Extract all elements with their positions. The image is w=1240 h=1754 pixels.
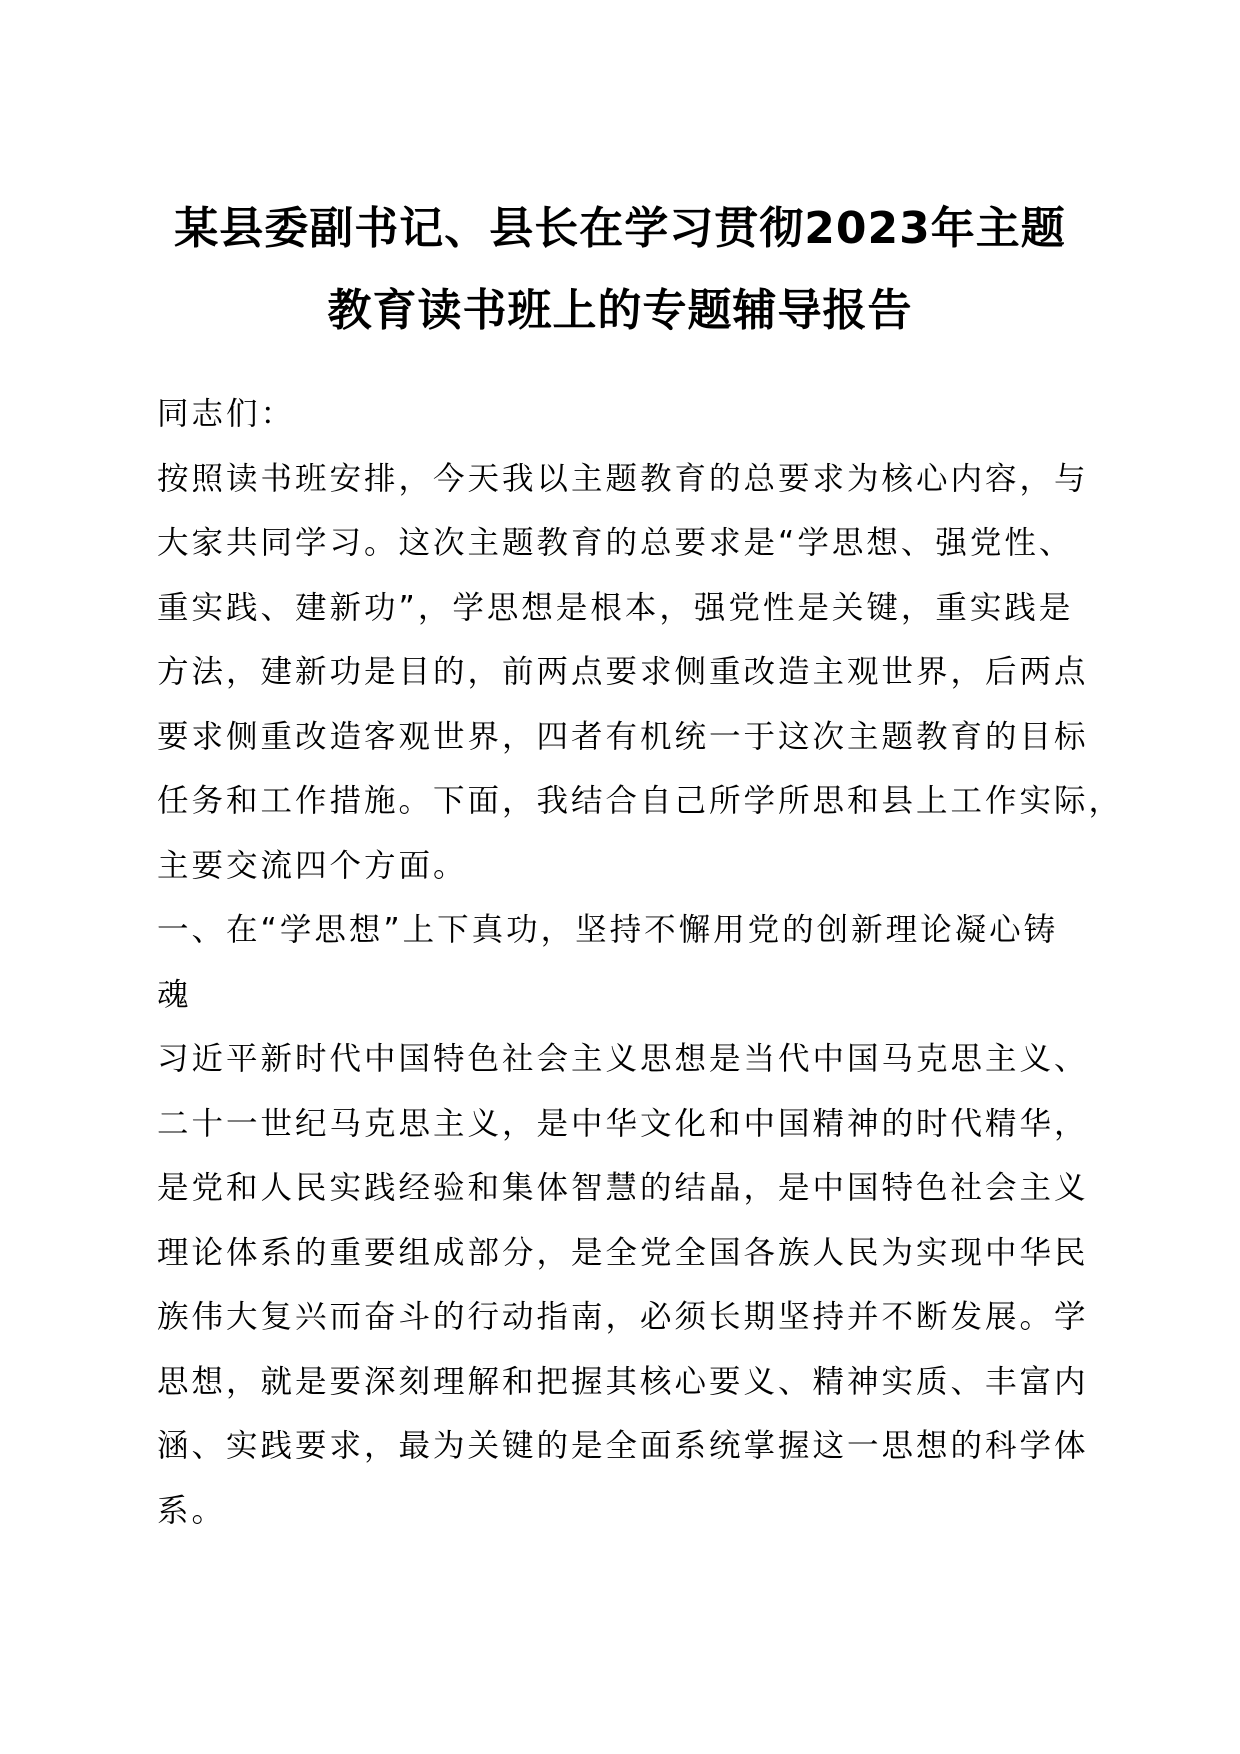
body-line: 是党和人民实践经验和集体智慧的结晶，是中国特色社会主义 <box>157 1170 1089 1206</box>
body-line: 涵、实践要求，最为关键的是全面系统掌握这一思想的科学体 <box>157 1428 1089 1464</box>
document-title <box>120 188 1120 352</box>
title-line-1: 某县委副书记、县长在学习贯彻2023年主题 <box>174 203 1066 254</box>
body-line: 族伟大复兴而奋斗的行动指南，必须长期坚持并不断发展。学 <box>157 1299 1089 1335</box>
body-line: 大家共同学习。这次主题教育的总要求是“学思想、强党性、 <box>157 525 1074 561</box>
body-line: 习近平新时代中国特色社会主义思想是当代中国马克思主义、 <box>157 1041 1089 1077</box>
body-line: 主要交流四个方面。 <box>157 847 468 884</box>
salutation: 同志们： <box>157 396 296 432</box>
body-line: 方法，建新功是目的，前两点要求侧重改造主观世界，后两点 <box>157 654 1089 690</box>
document-body <box>157 382 1124 1543</box>
body-line: 重实践、建新功”，学思想是根本，强党性是关键，重实践是 <box>157 589 1074 626</box>
body-line: 要求侧重改造客观世界，四者有机统一于这次主题教育的目标 <box>157 718 1089 755</box>
body-line: 任务和工作措施。下面，我结合自己所学所思和县上工作实际， <box>157 783 1124 819</box>
body-line: 系。 <box>157 1492 227 1529</box>
body-line: 思想，就是要深刻理解和把握其核心要义、精神实质、丰富内 <box>157 1363 1089 1400</box>
title-line-2: 教育读书班上的专题辅导报告 <box>327 285 913 336</box>
body-line: 二十一世纪马克思主义，是中华文化和中国精神的时代精华， <box>157 1105 1089 1142</box>
section-heading-line: 魂 <box>157 976 192 1013</box>
body-line: 按照读书班安排，今天我以主题教育的总要求为核心内容，与 <box>157 460 1089 497</box>
section-heading-line: 一、在“学思想”上下真功，坚持不懈用党的创新理论凝心铸 <box>157 912 1059 948</box>
body-line: 理论体系的重要组成部分，是全党全国各族人民为实现中华民 <box>157 1234 1089 1271</box>
